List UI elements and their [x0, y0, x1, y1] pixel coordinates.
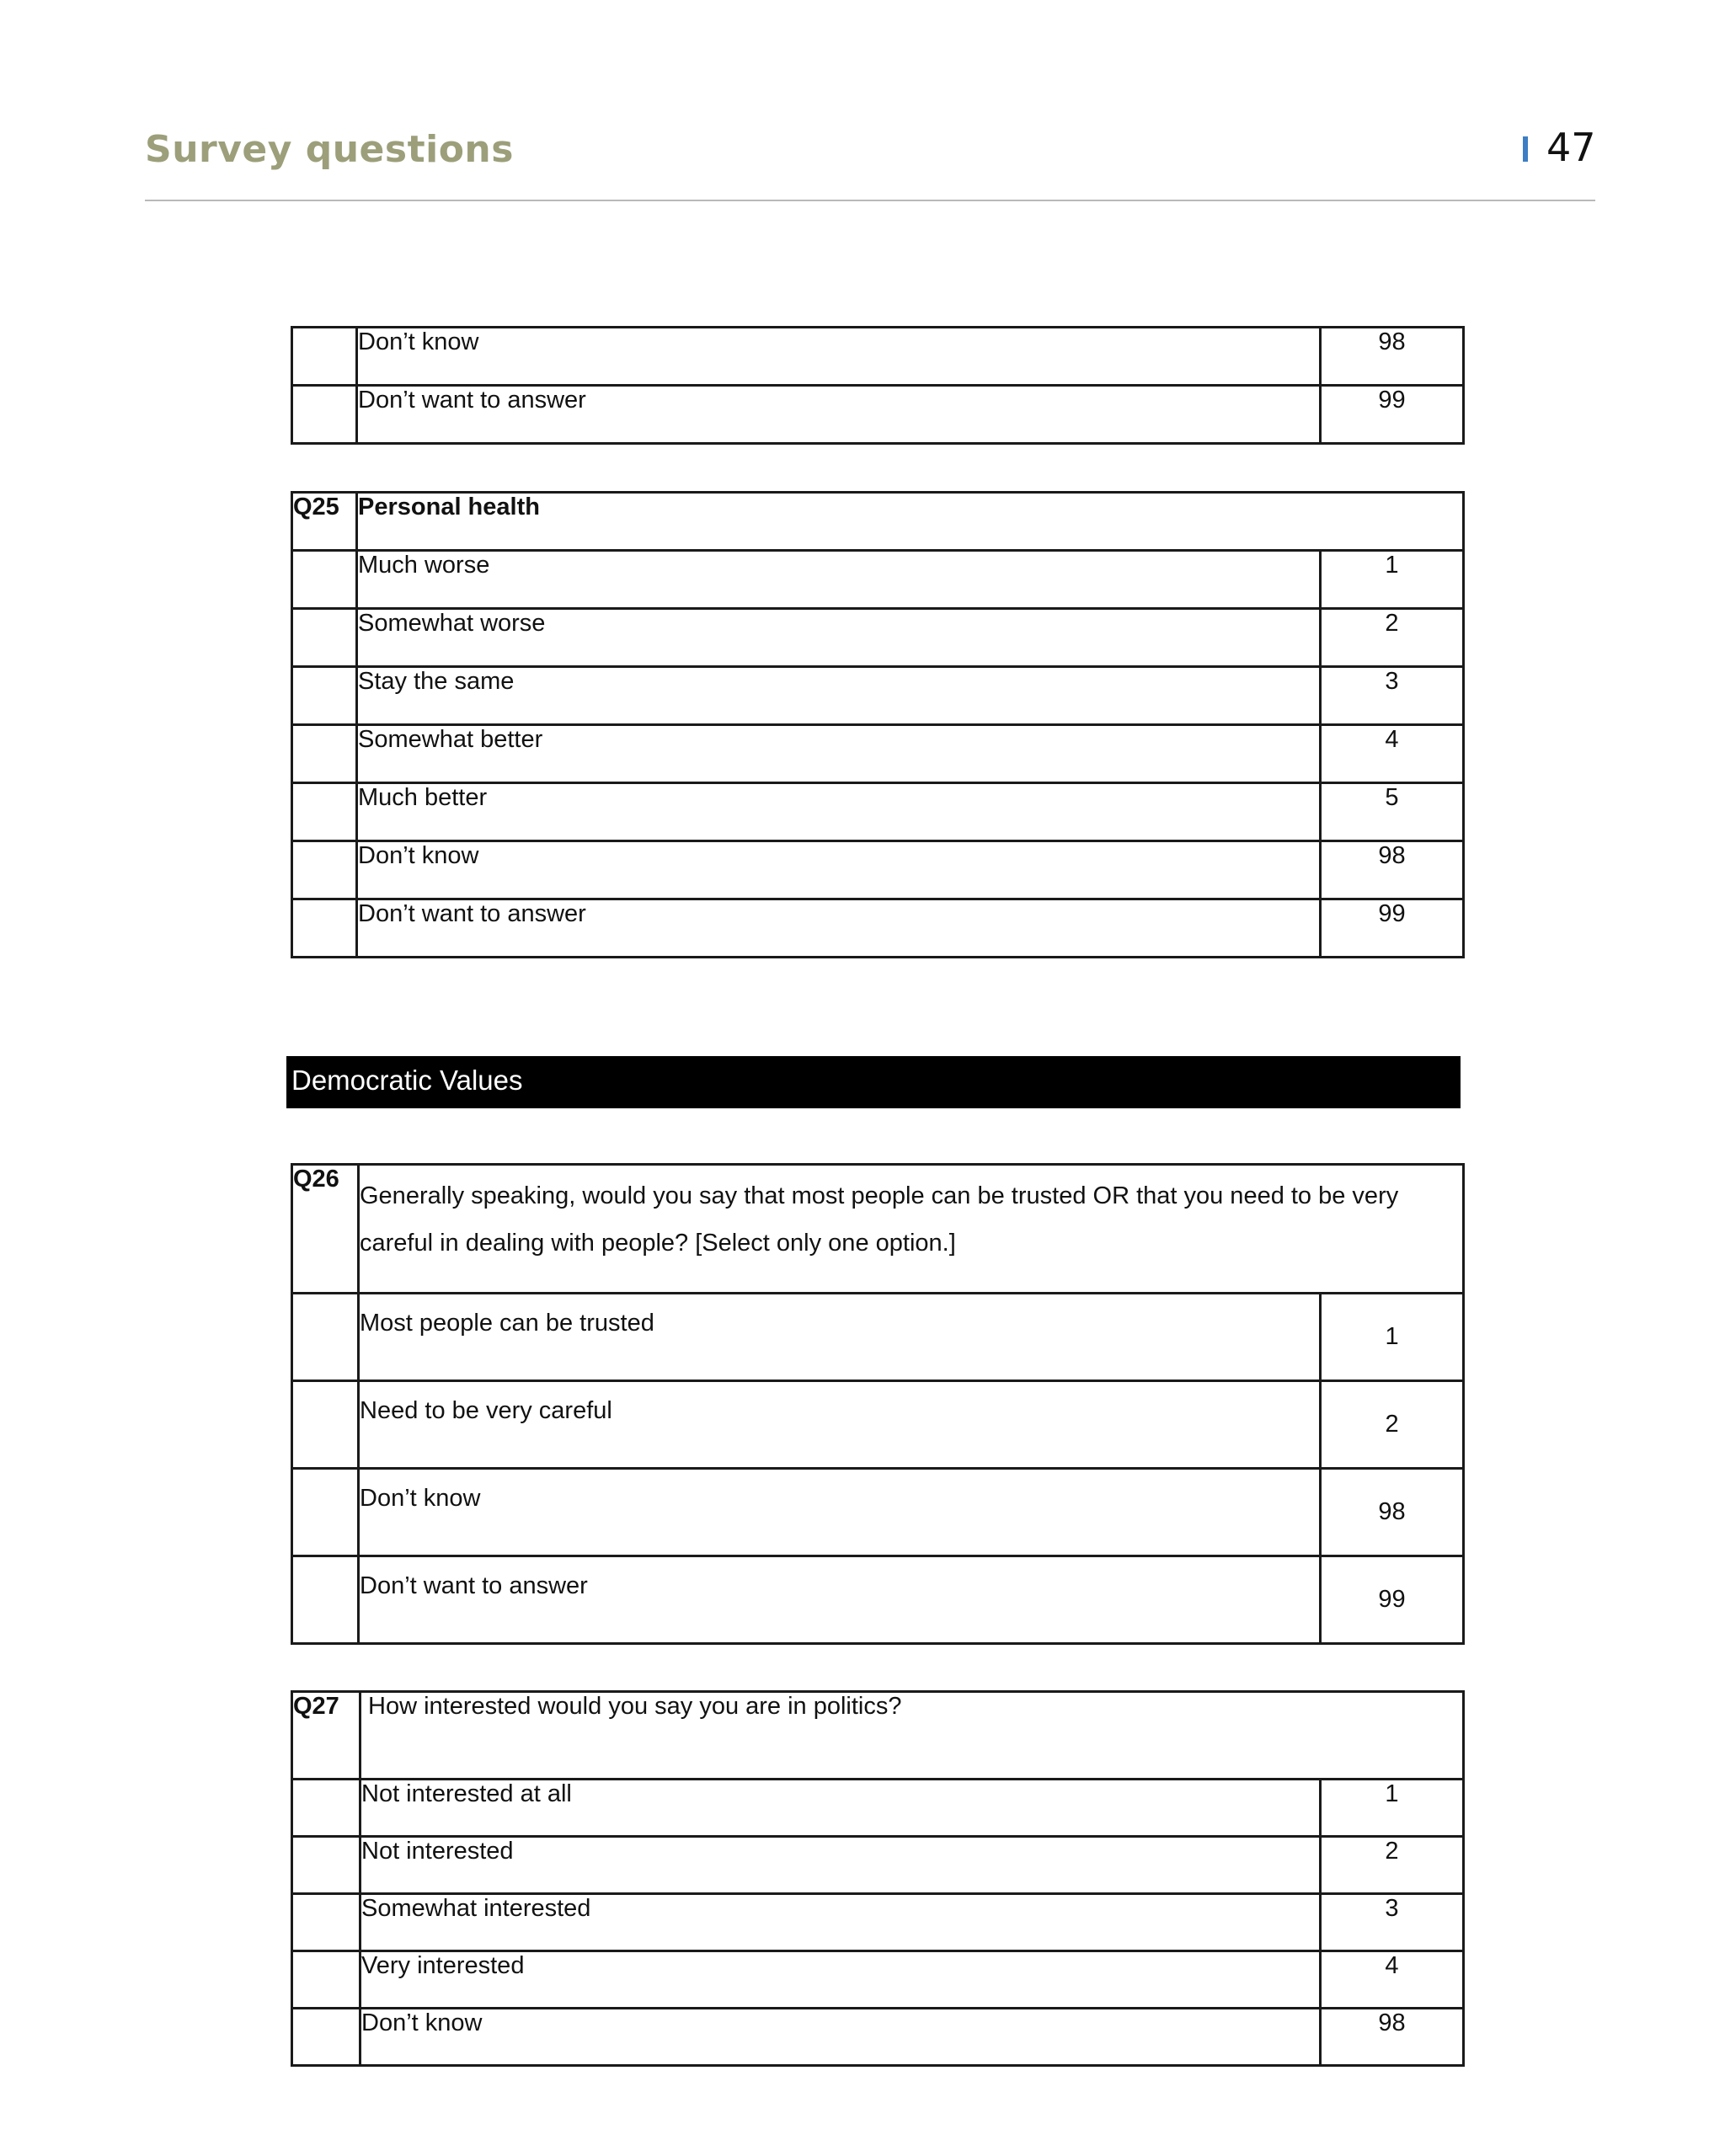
- empty-cell: [292, 2009, 360, 2066]
- option-code: 98: [1321, 1469, 1464, 1556]
- question-row: [292, 493, 1464, 551]
- table-row: [292, 328, 1464, 386]
- question-id: Q26: [292, 1165, 359, 1294]
- table-row: [292, 1837, 1464, 1894]
- table-row: [292, 1951, 1464, 2009]
- option-code: 1: [1321, 1780, 1464, 1837]
- empty-cell: [292, 1894, 360, 1951]
- option-label: Need to be very careful: [359, 1381, 1321, 1469]
- table-row: [292, 1381, 1464, 1469]
- table-row: [292, 1780, 1464, 1837]
- table-row: [292, 1294, 1464, 1381]
- option-label: Don’t want to answer: [357, 899, 1321, 958]
- option-code: 2: [1321, 1381, 1464, 1469]
- option-code: 99: [1321, 1556, 1464, 1644]
- empty-cell: [292, 725, 357, 783]
- empty-cell: [292, 386, 357, 444]
- table-row: [292, 1556, 1464, 1644]
- page-header-title: Survey questions: [145, 128, 514, 171]
- empty-cell: [292, 1469, 359, 1556]
- question-text: How interested would you say you are in politics?: [360, 1692, 1464, 1780]
- empty-cell: [292, 783, 357, 841]
- empty-cell: [292, 841, 357, 899]
- empty-cell: [292, 609, 357, 667]
- empty-cell: [292, 1556, 359, 1644]
- option-code: 1: [1321, 551, 1464, 609]
- option-code: 1: [1321, 1294, 1464, 1381]
- option-code: 4: [1321, 725, 1464, 783]
- empty-cell: [292, 899, 357, 958]
- option-label: Somewhat worse: [357, 609, 1321, 667]
- option-label: Don’t know: [357, 328, 1321, 386]
- empty-cell: [292, 1837, 360, 1894]
- empty-cell: [292, 1780, 360, 1837]
- option-label: Somewhat better: [357, 725, 1321, 783]
- table-row: [292, 899, 1464, 958]
- option-label: Most people can be trusted: [359, 1294, 1321, 1381]
- q25-table: [291, 491, 1465, 958]
- empty-cell: [292, 328, 357, 386]
- option-code: 2: [1321, 1837, 1464, 1894]
- option-label: Not interested: [360, 1837, 1321, 1894]
- section-header-bar: [286, 1056, 1461, 1108]
- option-code: 3: [1321, 667, 1464, 725]
- header-divider: [145, 200, 1595, 201]
- option-code: 4: [1321, 1951, 1464, 2009]
- table-row: [292, 783, 1464, 841]
- table-row: [292, 1894, 1464, 1951]
- continuation-options-table: [291, 326, 1465, 445]
- option-code: 98: [1321, 2009, 1464, 2066]
- table-row: [292, 609, 1464, 667]
- option-label: Don’t want to answer: [357, 386, 1321, 444]
- option-code: 5: [1321, 783, 1464, 841]
- q27-table: [291, 1690, 1465, 2067]
- option-label: Don’t know: [360, 2009, 1321, 2066]
- option-code: 2: [1321, 609, 1464, 667]
- table-row: [292, 386, 1464, 444]
- empty-cell: [292, 551, 357, 609]
- option-code: 99: [1321, 386, 1464, 444]
- table-row: [292, 551, 1464, 609]
- option-code: 99: [1321, 899, 1464, 958]
- question-id: Q25: [292, 493, 357, 551]
- option-label: Much better: [357, 783, 1321, 841]
- empty-cell: [292, 1381, 359, 1469]
- table-row: [292, 1469, 1464, 1556]
- question-row: [292, 1692, 1464, 1780]
- question-text: Personal health: [357, 493, 1464, 551]
- q26-table: [291, 1163, 1465, 1645]
- question-id: Q27: [292, 1692, 360, 1780]
- table-row: [292, 841, 1464, 899]
- question-row: [292, 1165, 1464, 1294]
- empty-cell: [292, 1951, 360, 2009]
- option-code: 3: [1321, 1894, 1464, 1951]
- page-number-marker: [1523, 136, 1528, 162]
- empty-cell: [292, 1294, 359, 1381]
- option-code: 98: [1321, 841, 1464, 899]
- option-label: Don’t know: [357, 841, 1321, 899]
- option-label: Don’t know: [359, 1469, 1321, 1556]
- option-label: Somewhat interested: [360, 1894, 1321, 1951]
- option-label: Not interested at all: [360, 1780, 1321, 1837]
- option-label: Don’t want to answer: [359, 1556, 1321, 1644]
- table-row: [292, 667, 1464, 725]
- section-title: Democratic Values: [291, 1065, 523, 1096]
- page-number: 47: [1546, 125, 1596, 170]
- empty-cell: [292, 667, 357, 725]
- option-label: Stay the same: [357, 667, 1321, 725]
- question-text: Generally speaking, would you say that most people can be trusted OR that you need to be very careful in dealing with people? [Select only one option.]: [359, 1165, 1464, 1294]
- option-code: 98: [1321, 328, 1464, 386]
- option-label: Very interested: [360, 1951, 1321, 2009]
- table-row: [292, 725, 1464, 783]
- table-row: [292, 2009, 1464, 2066]
- option-label: Much worse: [357, 551, 1321, 609]
